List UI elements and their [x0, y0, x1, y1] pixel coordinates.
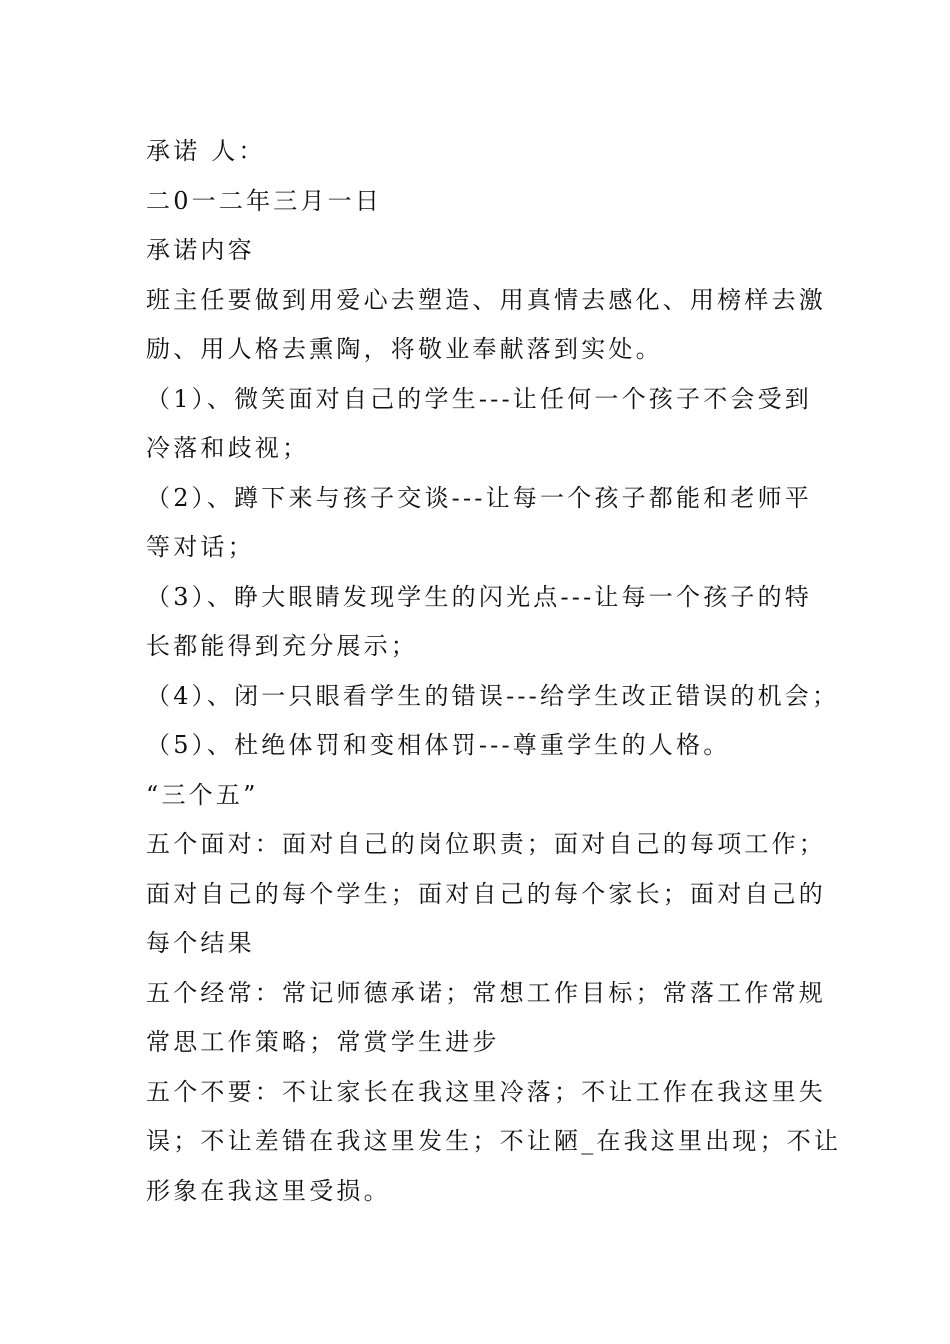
five-donts-line: 形象在我这里受损。	[146, 1176, 391, 1205]
list-item-1-line: 冷落和歧视；	[146, 434, 310, 462]
list-item-3-line: 长都能得到充分展示；	[146, 632, 418, 660]
list-item-3-line: （3）、睁大眼睛发现学生的闪光点---让每一个孩子的特	[146, 582, 812, 611]
five-donts-line: 误；不让差错在我这里发生；不让陋_在我这里出现；不让	[146, 1127, 842, 1155]
date-line: 二0一二年三月一日	[146, 186, 383, 215]
list-item-2-line: 等对话；	[146, 533, 255, 561]
paragraph-line: 励、用人格去熏陶，将敬业奉献落到实处。	[146, 335, 663, 363]
section-heading-commitment: 承诺内容	[146, 236, 255, 264]
five-often-line: 五个经常：常记师德承诺；常想工作目标；常落工作常规	[146, 978, 826, 1007]
list-item-2-line: （2）、蹲下来与孩子交谈---让每一个孩子都能和老师平	[146, 483, 812, 512]
five-faces-line: 五个面对：面对自己的岗位职责；面对自己的每项工作；	[146, 830, 826, 858]
document-body	[146, 127, 842, 1216]
list-item-4-line: （4）、闭一只眼看学生的错误---给学生改正错误的机会；	[146, 681, 840, 710]
section-heading-three-fives: “三个五”	[146, 780, 259, 809]
signatory-line: 承诺 人：	[146, 137, 266, 165]
five-donts-line: 五个不要：不让家长在我这里冷落；不让工作在我这里失	[146, 1077, 826, 1106]
list-item-5-line: （5）、杜绝体罚和变相体罚---尊重学生的人格。	[146, 731, 731, 759]
five-faces-line: 面对自己的每个学生；面对自己的每个家长；面对自己的	[146, 879, 826, 908]
five-often-line: 常思工作策略；常赏学生进步	[146, 1028, 500, 1056]
five-faces-line: 每个结果	[146, 929, 255, 957]
paragraph-line: 班主任要做到用爱心去塑造、用真情去感化、用榜样去激	[146, 285, 826, 314]
list-item-1-line: （1）、微笑面对自己的学生---让任何一个孩子不会受到	[146, 384, 812, 413]
